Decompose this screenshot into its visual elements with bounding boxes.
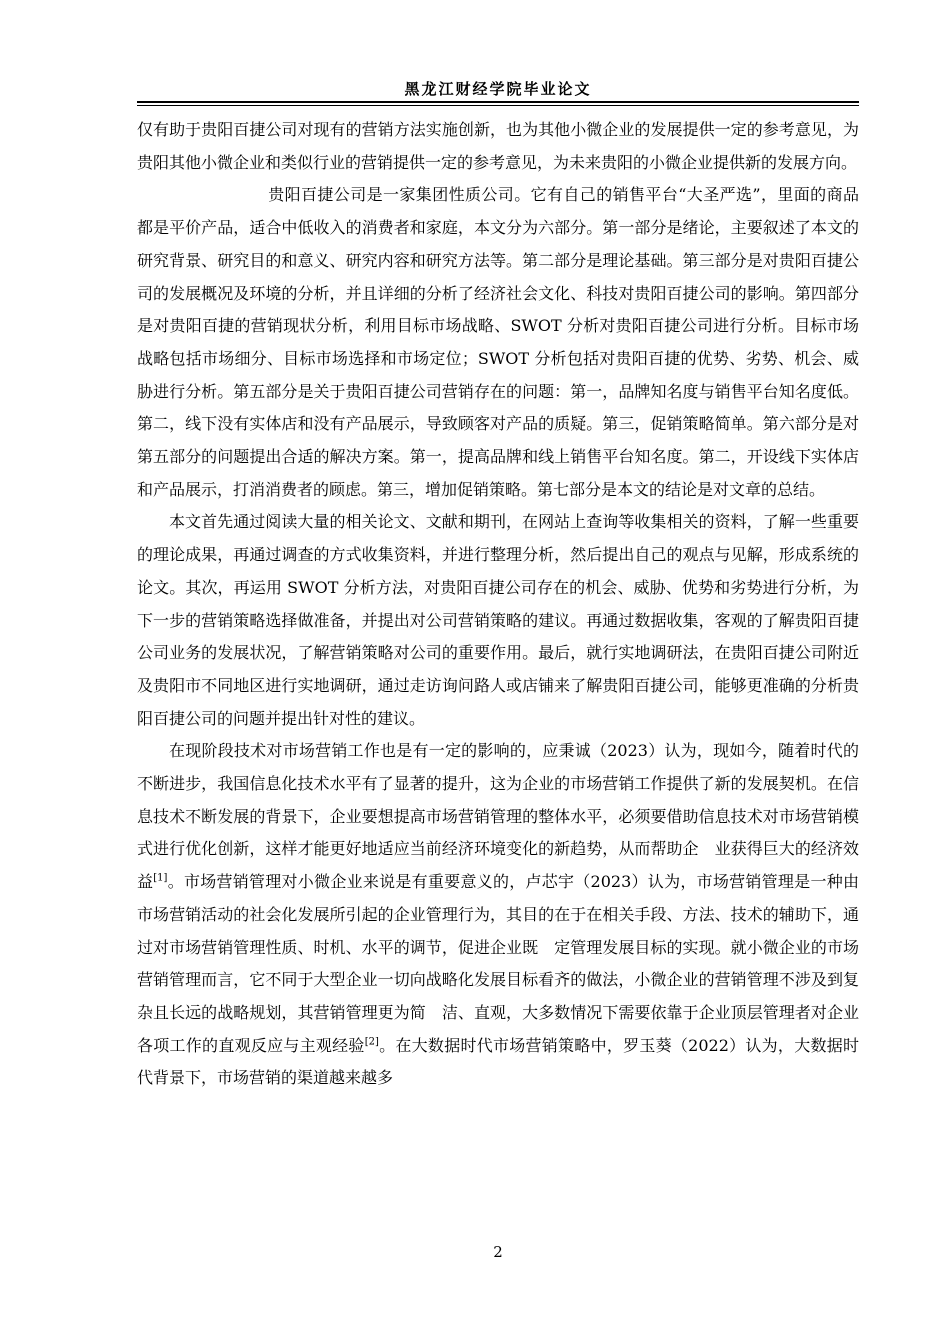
header-rule-thin: [137, 105, 859, 106]
running-header: 黑龙江财经学院毕业论文: [404, 80, 592, 98]
paragraph-literature: [137, 735, 859, 1095]
text-run: 在现阶段技术对市场营销工作也是有一定的影响的，应秉诚（2023）认为，现如今，随着时代的不断进步，我国信息化技术水平有了显著的提升，这为企业的市场营销工作提供了新的发展契机。在信息技术不断发展的背景下，企业要想提高市场营销管理的整体水平，必须要借助信息技术对市场营销模式进行优化创新，这样才能更好地适应当前经济环境变化的新趋势，从而帮助企 业获得巨大的经济效益: [137, 741, 859, 892]
paragraph-methods: 本文首先通过阅读大量的相关论文、文献和期刊，在网站上查询等收集相关的资料，了解一些重要的理论成果，再通过调查的方式收集资料，并进行整理分析，然后提出自己的观点与见解，形成系统的论文。其次，再运用 SWOT 分析方法，对贵阳百捷公司存在的机会、威胁、优势和劣势进行分析，为下一步的营销策略选择做准备，并提出对公司营销策略的建议。再通过数据收集，客观的了解贵阳百捷公司业务的发展状况，了解营销策略对公司的重要作用。最后，就行实地调研法，在贵阳百捷公司附近及贵阳市不同地区进行实地调研，通过走访询问路人或店铺来了解贵阳百捷公司，能够更准确的分析贵阳百捷公司的问题并提出针对性的建议。: [137, 512, 859, 728]
citation-2: [2]: [364, 1036, 379, 1048]
paragraph-continuation: 仅有助于贵阳百捷公司对现有的营销方法实施创新，也为其他小微企业的发展提供一定的参考意见，为贵阳其他小微企业和类似行业的营销提供一定的参考意见，为未来贵阳的小微企业提供新的发展方向。: [137, 120, 859, 172]
citation-1: [1]: [153, 872, 168, 884]
header-rule-thick: [137, 101, 859, 103]
page-number: 2: [493, 1243, 503, 1261]
text-run: 。市场营销管理对小微企业来说是有重要意义的，卢芯宇（2023）认为，市场营销管理是一种由市场营销活动的社会化发展所引起的企业管理行为，其目的在于在相关手段、方法、技术的辅助下，通过对市场营销管理性质、时机、水平的调节，促进企业既 定管理发展目标的实现。就小微企业的市场营销管理而言，它不同于大型企业一切向战略化发展目标看齐的做法，小微企业的营销管理不涉及到复杂且长远的战略规划，其营销管理更为简 洁、直观，大多数情况下需要依靠于企业顶层管理者对企业各项工作的直观反应与主观经验: [137, 872, 859, 1055]
body-text: [137, 114, 859, 1095]
text-run: 。在大数据时代市场营销策略中，罗玉葵（2022）认为，大数据时代背景下，市场营销的渠道越来越多: [137, 1035, 859, 1088]
paragraph-structure: 贵阳百捷公司是一家集团性质公司。它有自己的销售平台“大圣严选”，里面的商品都是平价产品，适合中低收入的消费者和家庭，本文分为六部分。第一部分是绪论，主要叙述了本文的研究背景、研究目的和意义、研究内容和研究方法等。第二部分是理论基础。第三部分是对贵阳百捷公司的发展概况及环境的分析，并且详细的分析了经济社会文化、科技对贵阳百捷公司的影响。第四部分是对贵阳百捷的营销现状分析，利用目标市场战略、SWOT 分析对贵阳百捷公司进行分析。目标市场战略包括市场细分、目标市场选择和市场定位；SWOT 分析包括对贵阳百捷的优势、劣势、机会、威胁进行分析。第五部分是关于贵阳百捷公司营销存在的问题：第一，品牌知名度与销售平台知名度低。第二，线下没有实体店和没有产品展示，导致顾客对产品的质疑。第三，促销策略简单。第六部分是对第五部分的问题提出合适的解决方案。第一，提高品牌和线上销售平台知名度。第二，开设线下实体店和产品展示，打消消费者的顾虑。第三，增加促销策略。第七部分是本文的结论是对文章的总结。: [137, 185, 859, 499]
